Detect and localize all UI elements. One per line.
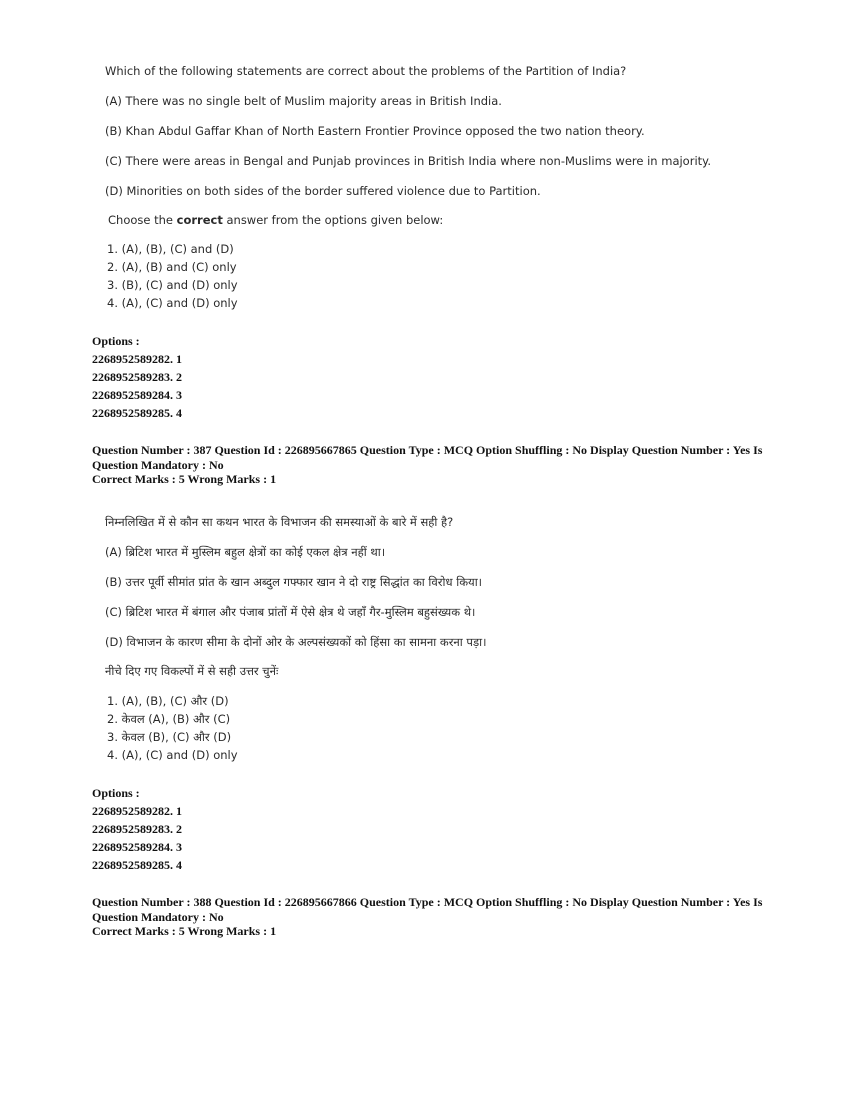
question-388-info: Question Number : 388 Question Id : 226895667866 Question Type : MCQ Option Shuffling : No Display Question Number : Yes Is Question Mandatory : No	[92, 895, 763, 924]
statement-d-en: (D) Minorities on both sides of the border suffered violence due to Partition.	[105, 184, 541, 198]
option-id-4: 2268952589285. 4	[92, 858, 182, 872]
question-387-marks: Correct Marks : 5 Wrong Marks : 1	[92, 472, 277, 486]
choice-4-hi: 4. (A), (C) and (D) only	[107, 748, 238, 762]
options-label: Options :	[92, 334, 140, 348]
instruction-en-bold: correct	[176, 213, 223, 227]
option-id-1: 2268952589282. 1	[92, 804, 182, 818]
option-id-4: 2268952589285. 4	[92, 406, 182, 420]
choice-3-en: 3. (B), (C) and (D) only	[107, 278, 238, 292]
options-block-1	[92, 332, 182, 422]
options-block-2	[92, 784, 182, 874]
options-label: Options :	[92, 786, 140, 800]
choice-1-hi: 1. (A), (B), (C) और (D)	[107, 694, 229, 708]
choices-en	[107, 240, 238, 312]
statement-c-en: (C) There were areas in Bengal and Punjab provinces in British India where non-Muslims were in majority.	[105, 154, 711, 168]
statement-c-hi: (C) ब्रिटिश भारत में बंगाल और पंजाब प्रांतों में ऐसे क्षेत्र थे जहाँ गैर-मुस्लिम बहुसंख्यक थे।	[105, 605, 476, 619]
instruction-en-start: Choose the	[108, 213, 177, 227]
instruction-en	[108, 213, 443, 227]
question-stem-hi: निम्नलिखित में से कौन सा कथन भारत के विभाजन की समस्याओं के बारे में सही है?	[105, 515, 454, 529]
option-id-3: 2268952589284. 3	[92, 388, 182, 402]
question-388-marks: Correct Marks : 5 Wrong Marks : 1	[92, 924, 277, 938]
statement-b-en: (B) Khan Abdul Gaffar Khan of North Eastern Frontier Province opposed the two nation theory.	[105, 124, 645, 138]
question-387-meta	[92, 443, 772, 487]
instruction-en-end: answer from the options given below:	[222, 213, 444, 227]
option-id-3: 2268952589284. 3	[92, 840, 182, 854]
statement-b-hi: (B) उत्तर पूर्वी सीमांत प्रांत के खान अब्दुल गफ्फार खान ने दो राष्ट्र सिद्धांत का विरोध किया।	[105, 575, 483, 589]
question-stem-en: Which of the following statements are correct about the problems of the Partition of India?	[105, 64, 627, 78]
choice-4-en: 4. (A), (C) and (D) only	[107, 296, 238, 310]
option-id-1: 2268952589282. 1	[92, 352, 182, 366]
choice-2-en: 2. (A), (B) and (C) only	[107, 260, 237, 274]
option-id-2: 2268952589283. 2	[92, 822, 182, 836]
statement-a-en: (A) There was no single belt of Muslim majority areas in British India.	[105, 94, 502, 108]
choices-hi	[107, 692, 238, 764]
choice-3-hi: 3. केवल (B), (C) और (D)	[107, 730, 232, 744]
question-388-meta	[92, 895, 772, 939]
option-id-2: 2268952589283. 2	[92, 370, 182, 384]
choice-2-hi: 2. केवल (A), (B) और (C)	[107, 712, 231, 726]
instruction-hi: नीचे दिए गए विकल्पों में से सही उत्तर चुनेंः	[105, 664, 279, 678]
question-387-info: Question Number : 387 Question Id : 226895667865 Question Type : MCQ Option Shuffling : No Display Question Number : Yes Is Question Mandatory : No	[92, 443, 763, 472]
statement-d-hi: (D) विभाजन के कारण सीमा के दोनों ओर के अल्पसंख्यकों को हिंसा का सामना करना पड़ा।	[105, 635, 487, 649]
statement-a-hi: (A) ब्रिटिश भारत में मुस्लिम बहुल क्षेत्रों का कोई एकल क्षेत्र नहीं था।	[105, 545, 386, 559]
choice-1-en: 1. (A), (B), (C) and (D)	[107, 242, 234, 256]
